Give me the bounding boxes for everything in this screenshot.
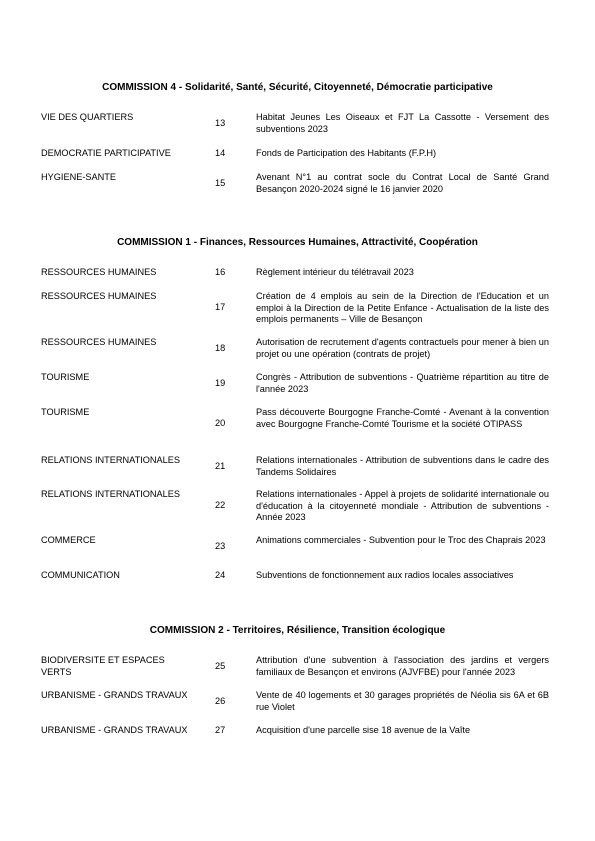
service-label: BIODIVERSITE ET ESPACES VERTS [41, 655, 165, 677]
commission-4-title: COMMISSION 4 - Solidarité, Santé, Sécurité, Citoyenneté, Démocratie participative [102, 82, 493, 93]
service-label: RESSOURCES HUMAINES [41, 337, 157, 347]
item-number: 13 [215, 118, 226, 128]
item-number: 16 [215, 267, 226, 277]
item-subject: Vente de 40 logements et 30 garages propriétés de Néolia sis 6A et 6B rue Violet [256, 690, 549, 712]
item-number: 17 [215, 302, 226, 312]
service-label: RELATIONS INTERNATIONALES [41, 489, 181, 499]
service-label: TOURISME [41, 372, 90, 382]
commission-2-title: COMMISSION 2 - Territoires, Résilience, Transition écologique [149, 625, 446, 636]
item-number: 25 [215, 661, 226, 671]
service-label: TOURISME [41, 407, 90, 417]
item-number: 22 [215, 500, 226, 510]
service-label: DEMOCRATIE PARTICIPATIVE [41, 148, 171, 158]
item-number: 21 [215, 461, 226, 471]
commission-1-title: COMMISSION 1 - Finances, Ressources Humaines, Attractivité, Coopération [117, 237, 478, 248]
item-number: 15 [215, 178, 226, 188]
service-label: COMMERCE [41, 535, 96, 545]
service-label: RESSOURCES HUMAINES [41, 267, 157, 277]
service-label: URBANISME - GRANDS TRAVAUX [41, 690, 188, 700]
item-subject: Autorisation de recrutement d'agents contractuels pour mener à bien un projet ou une opération (contrats de projet) [256, 337, 549, 359]
item-subject: Subventions de fonctionnement aux radios locales associatives [256, 570, 514, 580]
item-subject: Attribution d'une subvention à l'association des jardins et vergers familiaux de Besançon et environs (AJVFBE) pour l'année 2023 [256, 655, 549, 677]
item-subject: Acquisition d'une parcelle sise 18 avenue de la Vaîte [256, 725, 471, 735]
item-number: 27 [215, 725, 226, 735]
service-label: COMMUNICATION [41, 570, 120, 580]
item-subject: Relations internationales - Attribution de subventions dans le cadre des Tandems Solidaires [256, 455, 549, 477]
item-subject: Pass découverte Bourgogne Franche-Comté - Avenant à la convention avec Bourgogne Franche-Comté Tourisme et la société OTIPASS [256, 407, 549, 429]
service-label: URBANISME - GRANDS TRAVAUX [41, 725, 188, 735]
service-label: HYGIENE-SANTE [41, 172, 117, 182]
item-number: 23 [215, 541, 226, 551]
service-label: VIE DES QUARTIERS [41, 112, 134, 122]
item-subject: Avenant N°1 au contrat socle du Contrat Local de Santé Grand Besançon 2020-2024 signé le 16 janvier 2020 [256, 172, 549, 194]
item-subject: Habitat Jeunes Les Oiseaux et FJT La Cassotte - Versement des subventions 2023 [256, 112, 549, 134]
item-number: 19 [215, 378, 226, 388]
service-label: RESSOURCES HUMAINES [41, 291, 157, 301]
item-number: 26 [215, 696, 226, 706]
item-number: 20 [215, 418, 226, 428]
item-subject: Règlement intérieur du télétravail 2023 [256, 267, 414, 277]
item-number: 18 [215, 343, 226, 353]
item-subject: Animations commerciales - Subvention pour le Troc des Chaprais 2023 [256, 535, 546, 545]
item-subject: Relations internationales - Appel à projets de solidarité internationale ou d'éducation à la citoyenneté mondiale - Attribution de subventions - Année 2023 [256, 489, 549, 522]
item-number: 24 [215, 570, 226, 580]
service-label: RELATIONS INTERNATIONALES [41, 455, 181, 465]
item-subject: Création de 4 emplois au sein de la Direction de l'Education et un emploi à la Direction de la Petite Enfance - Actualisation de la liste des emplois permanents – Ville de Besançon [256, 291, 549, 324]
item-number: 14 [215, 148, 226, 158]
item-subject: Congrès - Attribution de subventions - Quatrième répartition au titre de l'année 2023 [256, 372, 549, 394]
item-subject: Fonds de Participation des Habitants (F.P.H) [256, 148, 437, 158]
